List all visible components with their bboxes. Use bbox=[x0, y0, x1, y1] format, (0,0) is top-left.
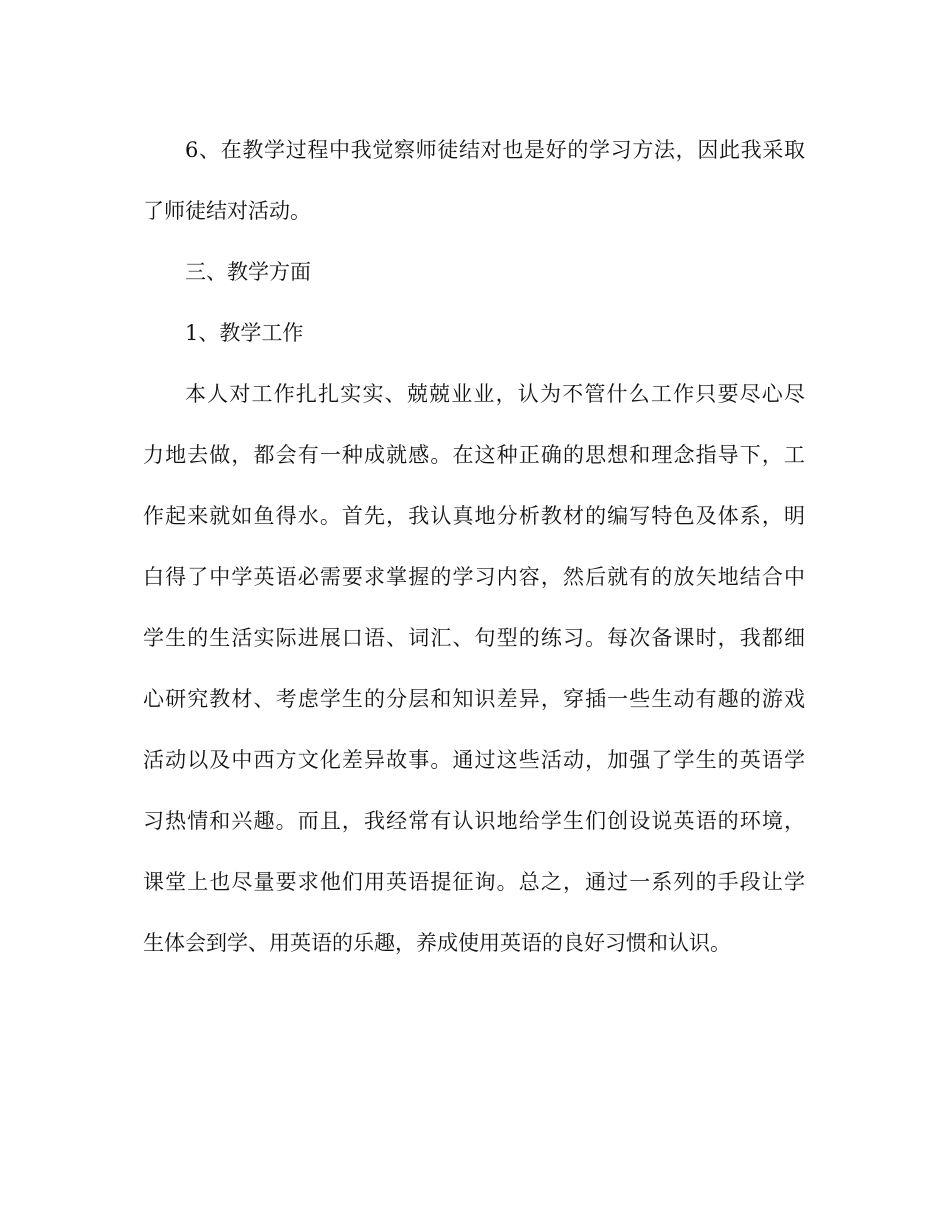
body-paragraph-line-7: 活动以及中西方文化差异故事。通过这些活动，加强了学生的英语学 bbox=[143, 748, 805, 772]
body-paragraph-line-8: 习热情和兴趣。而且，我经常有认识地给学生们创设说英语的环境， bbox=[143, 809, 805, 833]
body-paragraph-line-5: 学生的生活实际进展口语、词汇、句型的练习。每次备课时，我都细 bbox=[143, 626, 805, 650]
subsection-heading-teaching-work: 1、教学工作 bbox=[185, 321, 304, 345]
body-paragraph-line-4: 白得了中学英语必需要求掌握的学习内容，然后就有的放矢地结合中 bbox=[143, 565, 805, 589]
body-paragraph-line-10: 生体会到学、用英语的乐趣，养成使用英语的良好习惯和认识。 bbox=[143, 931, 731, 955]
paragraph-6-line-1: 6、在教学过程中我觉察师徒结对也是好的学习方法，因此我采取 bbox=[185, 138, 805, 162]
body-paragraph-line-6: 心研究教材、考虑学生的分层和知识差异，穿插一些生动有趣的游戏 bbox=[143, 687, 805, 711]
body-paragraph-line-1: 本人对工作扎扎实实、兢兢业业，认为不管什么工作只要尽心尽 bbox=[185, 382, 805, 406]
document-body bbox=[143, 120, 805, 974]
body-paragraph-line-9: 课堂上也尽量要求他们用英语提征询。总之，通过一系列的手段让学 bbox=[143, 870, 805, 894]
body-paragraph-line-3: 作起来就如鱼得水。首先，我认真地分析教材的编写特色及体系，明 bbox=[143, 504, 805, 528]
paragraph-6-line-2: 了师徒结对活动。 bbox=[143, 199, 311, 223]
section-heading-teaching: 三、教学方面 bbox=[185, 260, 311, 284]
body-paragraph-line-2: 力地去做，都会有一种成就感。在这种正确的思想和理念指导下，工 bbox=[143, 443, 805, 467]
